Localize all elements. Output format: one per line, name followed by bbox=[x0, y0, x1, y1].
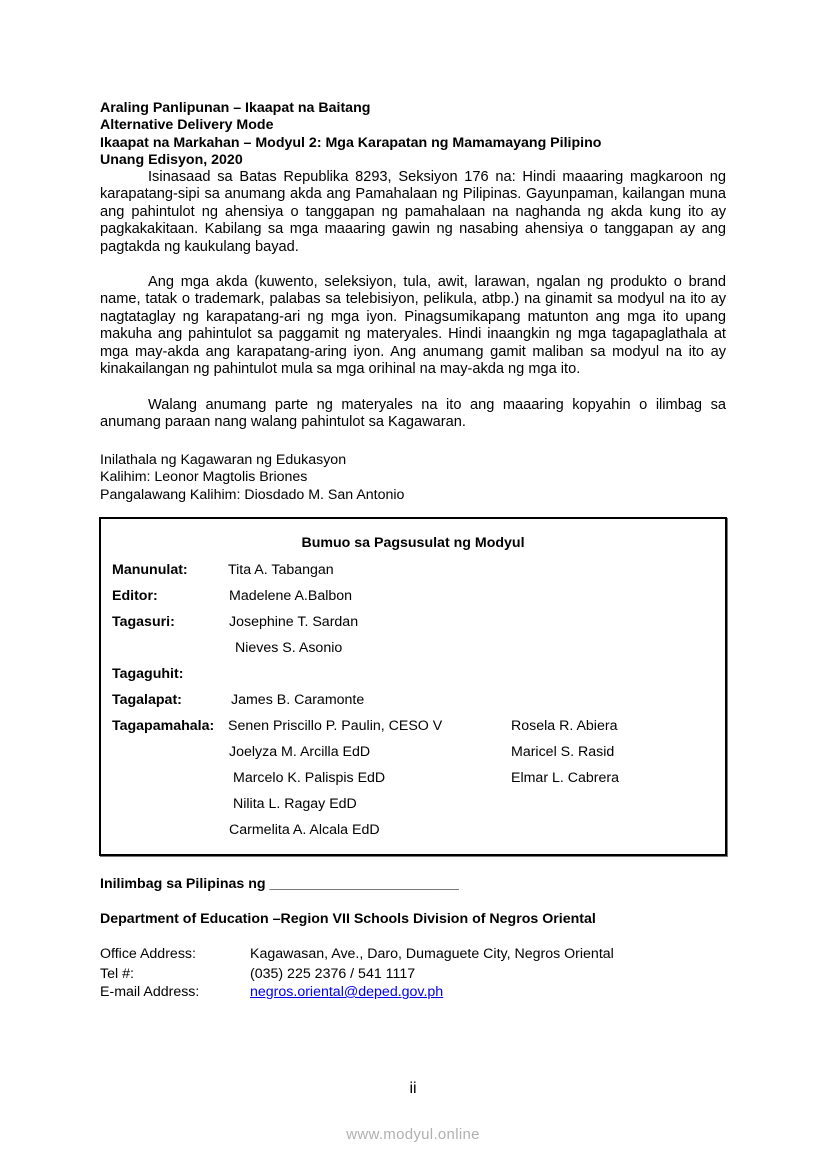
role-value: Nieves S. Asonio bbox=[235, 640, 343, 656]
role-label: Editor: bbox=[112, 588, 158, 604]
document-header bbox=[100, 100, 601, 170]
email-label: E-mail Address: bbox=[100, 984, 200, 1000]
role-value: Carmelita A. Alcala EdD bbox=[229, 822, 380, 838]
role-value: Madelene A.Balbon bbox=[229, 588, 353, 604]
role-label: Tagapamahala: bbox=[112, 718, 215, 734]
team-row-tagaguhit bbox=[112, 666, 183, 682]
secretary-line: Kalihim: Leonor Magtolis Briones bbox=[100, 469, 308, 486]
department-line: Department of Education –Region VII Schools Division of Negros Oriental bbox=[100, 911, 596, 927]
office-address-label: Office Address: bbox=[100, 946, 196, 962]
role-value: Joelyza M. Arcilla EdD bbox=[229, 744, 371, 760]
publisher-line: Inilathala ng Kagawaran ng Edukasyon bbox=[100, 452, 347, 468]
tagapamahala-col2-item: Maricel S. Rasid bbox=[511, 744, 615, 760]
role-label: Tagasuri: bbox=[112, 614, 175, 630]
team-row-tagasuri bbox=[112, 614, 359, 630]
role-label: Tagalapat: bbox=[112, 692, 182, 708]
copyright-paragraph-3: Walang anumang parte ng materyales na ito ang maaaring kopyahin o ilimbag sa anumang paraan nang walang pahintulot sa Kagawaran. bbox=[100, 397, 726, 431]
team-row-tagapamahala bbox=[112, 718, 443, 734]
team-box-title: Bumuo sa Pagsusulat ng Modyul bbox=[301, 535, 525, 551]
team-row-editor bbox=[112, 588, 353, 604]
printed-in-line: Inilimbag sa Pilipinas ng ________________________ bbox=[100, 876, 459, 892]
contact-email-row bbox=[100, 984, 443, 1000]
tagapamahala-col2-item: Elmar L. Cabrera bbox=[511, 770, 620, 786]
office-address-value: Kagawasan, Ave., Daro, Dumaguete City, Negros Oriental bbox=[250, 946, 614, 962]
team-row-tagalapat bbox=[112, 692, 365, 708]
header-mode: Alternative Delivery Mode bbox=[100, 117, 274, 134]
tel-value: (035) 225 2376 / 541 1117 bbox=[250, 966, 416, 982]
role-value: James B. Caramonte bbox=[231, 692, 365, 708]
role-value: Marcelo K. Palispis EdD bbox=[233, 770, 386, 786]
copyright-paragraph-2: Ang mga akda (kuwento, seleksiyon, tula, awit, larawan, ngalan ng produkto o brand name, tatak o trademark, palabas sa telebisiyon, pelikula, atbp.) na ginamit sa modyul na ito ay nagtataglay ng karapatang-ari ng mga iyon. Pinagsumikapang matunton ang mga ito upang makuha ang pahintulot sa paggamit ng materyales. Hindi inaangkin ng mga tagapaglathala at mga may-akda ang karapatang-aring iyon. Ang anumang gamit maliban sa modyul na ito ay kinakailangan ng pahintulot mula sa mga orihinal na may-akda ng mga ito. bbox=[100, 274, 726, 378]
tel-label: Tel #: bbox=[100, 966, 134, 982]
role-value: Tita A. Tabangan bbox=[228, 562, 334, 578]
team-row-manunulat bbox=[112, 562, 334, 578]
role-value: Josephine T. Sardan bbox=[229, 614, 359, 630]
role-value: Senen Priscillo P. Paulin, CESO V bbox=[228, 718, 443, 734]
undersecretary-line: Pangalawang Kalihim: Diosdado M. San Antonio bbox=[100, 486, 405, 503]
page-number: ii bbox=[409, 1080, 417, 1097]
module-team-box bbox=[99, 517, 727, 856]
role-label: Tagaguhit: bbox=[112, 666, 184, 682]
contact-office-row bbox=[100, 946, 614, 962]
contact-tel-row bbox=[100, 966, 415, 982]
email-link[interactable]: negros.oriental@deped.gov.ph bbox=[250, 984, 444, 1000]
role-value: Nilita L. Ragay EdD bbox=[233, 796, 357, 812]
copyright-paragraph-1: Isinasaad sa Batas Republika 8293, Seksiyon 176 na: Hindi maaaring magkaroon ng karapatang-sipi sa anumang akda ang Pamahalaan ng Pilipinas. Gayunpaman, kailangan muna ang pahintulot ng ahensiya o tanggapan ng pamahalaan na naghanda ng akda kung ito ay pagkakakitaan. Kabilang sa mga maaaring gawin ng nasabing ahensiya o tanggapan ay ang pagtakda ng kaukulang bayad. bbox=[100, 169, 726, 255]
watermark: www.modyul.online bbox=[346, 1126, 480, 1143]
tagapamahala-col2-item: Rosela R. Abiera bbox=[511, 718, 618, 734]
role-label: Manunulat: bbox=[112, 562, 188, 578]
publisher-info bbox=[100, 452, 404, 504]
header-subject: Araling Panlipunan – Ikaapat na Baitang bbox=[100, 100, 371, 116]
header-module-title: Ikaapat na Markahan – Modyul 2: Mga Karapatan ng Mamamayang Pilipino bbox=[100, 134, 602, 151]
header-edition: Unang Edisyon, 2020 bbox=[100, 152, 243, 169]
